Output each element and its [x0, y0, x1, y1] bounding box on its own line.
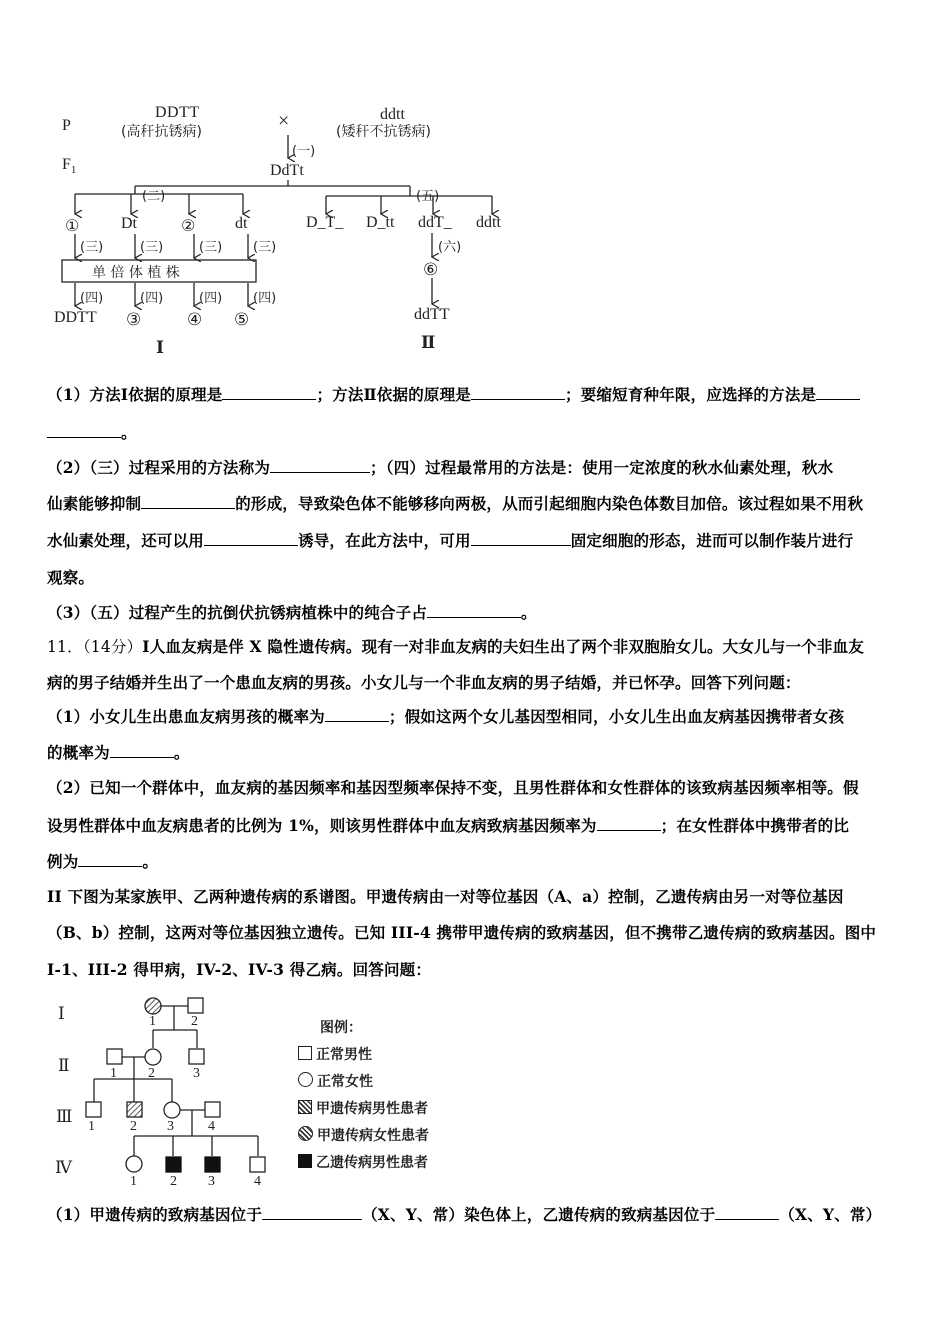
- partII-text-a: II 下图为某家族甲、乙两种遗传病的系谱图。甲遗传病由一对等位基因（A、a）控制，乙遗传病由另一对等位基因: [47, 887, 844, 906]
- partII-q1-text-b: （X、Y、常）染色体上，乙遗传病的致病基因位于: [362, 1205, 716, 1224]
- III-1-male: [86, 1102, 101, 1117]
- parent2-genotype: ddtt: [380, 106, 405, 123]
- f1-label-letter: F: [62, 156, 71, 173]
- q1-text-b: ；方法Ⅱ依据的原理是: [316, 385, 472, 404]
- step1-label: (一): [292, 144, 316, 159]
- III-1-num: 1: [88, 1119, 95, 1134]
- q11-line1: [47, 637, 907, 657]
- q1-line1: [47, 385, 907, 405]
- step3-label-1: (三): [80, 240, 104, 255]
- result-4: ⑤: [234, 310, 250, 329]
- legend-item-a-male: [298, 1098, 428, 1118]
- offspring-1: D_T_: [306, 214, 344, 231]
- III-2-affected-male: [127, 1102, 142, 1117]
- III-2-num: 2: [130, 1119, 137, 1134]
- q11-2-line2: [47, 816, 907, 836]
- gen-III-label: Ⅲ: [56, 1107, 73, 1126]
- II-1-male: [107, 1049, 122, 1064]
- step3-label-4: (三): [253, 240, 277, 255]
- IV-3-affected-male-b: [205, 1157, 220, 1172]
- q3-blank-1[interactable]: [427, 603, 521, 618]
- step4-label-3: (四): [199, 291, 223, 306]
- legend-b-male-swatch: [298, 1154, 312, 1168]
- legend-normal-female-label: 正常女性: [317, 1074, 373, 1090]
- q3-line1: [47, 603, 907, 623]
- IV-2-affected-male-b: [166, 1157, 181, 1172]
- q11-line2: [47, 673, 907, 693]
- q2-line1: [47, 458, 907, 478]
- II-2-num: 2: [148, 1066, 155, 1081]
- IV-3-num: 3: [208, 1174, 215, 1189]
- I-1-affected-female: [145, 998, 161, 1014]
- q1-text-d: 。: [121, 423, 137, 442]
- gamete-4: dt: [235, 215, 248, 232]
- parent2-phenotype: (矮秆不抗锈病): [336, 124, 431, 140]
- step5-label: (五): [416, 189, 440, 204]
- q11-2-text-e: 。: [142, 852, 159, 871]
- partII-q1-blank-1[interactable]: [262, 1205, 362, 1220]
- gen-IV-label: Ⅳ: [55, 1158, 72, 1177]
- q11-1-text-c: 的概率为: [47, 743, 110, 762]
- q11-1-text-a: （1）小女儿生出患血友病男孩的概率为: [47, 707, 325, 726]
- III-4-num: 4: [208, 1119, 215, 1134]
- I-2-male: [188, 998, 203, 1013]
- q11-2-blank-2[interactable]: [78, 852, 142, 867]
- legend-item-normal-male: [298, 1044, 372, 1064]
- IV-4-male: [250, 1157, 265, 1172]
- q11-1-text-b: ；假如这两个女儿基因型相同，小女儿生出血友病基因携带者女孩: [388, 707, 845, 726]
- q2-blank-2[interactable]: [141, 494, 235, 509]
- parent1-phenotype: (高秆抗锈病): [121, 124, 202, 140]
- legend-normal-male-label: 正常男性: [316, 1047, 372, 1063]
- I-2-num: 2: [191, 1014, 198, 1029]
- legend-normal-male-swatch: [298, 1046, 312, 1060]
- legend-title: 图例：: [320, 1020, 362, 1036]
- q11-1-line1: [47, 707, 907, 727]
- method1-label: Ⅰ: [156, 338, 164, 357]
- q2-blank-1[interactable]: [270, 458, 370, 473]
- circle-6: ⑥: [423, 260, 439, 279]
- partII-q1-text-c: （X、Y、常）: [779, 1205, 882, 1224]
- f1-genotype: DdTt: [270, 162, 304, 179]
- q2-text-a: （2）（三）过程采用的方法称为: [47, 458, 271, 477]
- q2-text-e: 水仙素处理，还可以用: [47, 531, 205, 550]
- step3-label-3: (三): [199, 240, 223, 255]
- q11-2-text-d: 例为: [47, 852, 79, 871]
- IV-1-female: [126, 1156, 142, 1172]
- q11-text-a: Ⅰ人血友病是伴 X 隐性遗传病。现有一对非血友病的夫妇生出了两个非双胞胎女儿。大女儿与一个非血友: [142, 637, 864, 656]
- offspring-4: ddtt: [476, 214, 501, 231]
- q2-line4: [47, 568, 907, 588]
- legend-a-female-label: 甲遗传病女性患者: [317, 1128, 429, 1144]
- IV-4-num: 4: [254, 1174, 261, 1189]
- q2-text-h: 观察。: [47, 568, 95, 587]
- q11-2-line3: [47, 852, 907, 872]
- q1-text-c: ；要缩短育种年限，应选择的方法是: [565, 385, 817, 404]
- gamete-1: ①: [65, 218, 80, 235]
- legend-item-normal-female: [298, 1071, 373, 1091]
- q11-2-line1: [47, 778, 907, 798]
- partII-q1-text-a: （1）甲遗传病的致病基因位于: [47, 1205, 263, 1224]
- q11-1-blank-1[interactable]: [325, 707, 389, 722]
- legend-item-a-female: [298, 1125, 429, 1145]
- partII-line1: [47, 887, 907, 907]
- II-3-num: 3: [193, 1066, 200, 1081]
- result-2: ③: [126, 310, 142, 329]
- result-3: ④: [187, 310, 203, 329]
- q11-1-line2: [47, 743, 907, 763]
- p-label: P: [62, 117, 71, 134]
- q2-text-g: 固定细胞的形态，进而可以制作装片进行: [570, 531, 854, 550]
- gen-I-label: Ⅰ: [58, 1004, 65, 1023]
- offspring-3: ddT_: [418, 214, 452, 231]
- q2-text-d: 的形成，导致染色体不能够移向两极，从而引起细胞内染色体数目加倍。该过程如果不用秋: [235, 494, 864, 513]
- gamete-3: ②: [181, 218, 196, 235]
- cross-symbol: ×: [278, 110, 290, 132]
- IV-2-num: 2: [170, 1174, 177, 1189]
- q1-blank-1[interactable]: [222, 385, 316, 400]
- q2-text-b: ；（四）过程最常用的方法是：使用一定浓度的秋水仙素处理，秋水: [370, 458, 834, 477]
- haploid-box-label: 单 倍 体 植 株: [92, 265, 180, 281]
- partII-text-b: （B、b）控制，这两对等位基因独立遗传。已知 III-4 携带甲遗传病的致病基因，但不携带乙遗传病的致病基因。图中: [47, 923, 877, 942]
- legend-item-b-male: [298, 1152, 428, 1172]
- q2-line3: [47, 531, 907, 551]
- q11-2-blank-1[interactable]: [597, 816, 661, 831]
- III-3-female: [164, 1102, 180, 1118]
- step3-label-2: (三): [140, 240, 164, 255]
- q11-1-text-d: 。: [173, 743, 190, 762]
- q1-line2: [47, 423, 907, 443]
- partII-line3: [47, 960, 907, 980]
- legend-a-female-swatch: [298, 1126, 313, 1141]
- q1-blank-3b[interactable]: [47, 423, 121, 438]
- result-1: DDTT: [54, 309, 97, 326]
- q11-2-text-b: 设男性群体中血友病患者的比例为 1%，则该男性群体中血友病致病基因频率为: [47, 816, 597, 835]
- q2-text-f: 诱导，在此方法中，可用: [298, 531, 471, 550]
- gamete-2: Dt: [121, 215, 137, 232]
- q2-line2: [47, 494, 907, 514]
- step4-label-4: (四): [253, 291, 277, 306]
- q2-blank-3[interactable]: [204, 531, 298, 546]
- q11-1-blank-2[interactable]: [110, 743, 174, 758]
- parent1-genotype: DDTT: [155, 104, 200, 121]
- q11-2-text-a: （2）已知一个群体中，血友病的基因频率和基因型频率保持不变，且男性群体和女性群体的该致病基因频率相等。假: [47, 778, 859, 797]
- partII-line2: [47, 923, 907, 943]
- partII-q1-line: [47, 1205, 907, 1225]
- q1-text-a: （1）方法Ⅰ依据的原理是: [47, 385, 223, 404]
- q11-number: 11．（14分）: [47, 638, 143, 656]
- partII-text-c: I-1、III-2 得甲病，IV-2、IV-3 得乙病。回答问题：: [47, 960, 432, 979]
- offspring-2: D_tt: [366, 214, 395, 231]
- step4-label-1: (四): [80, 291, 104, 306]
- II-2-female: [145, 1049, 161, 1065]
- f1-label-sub: 1: [70, 164, 77, 177]
- q1-blank-2[interactable]: [471, 385, 565, 400]
- f1-label: [62, 156, 76, 176]
- III-4-male: [205, 1102, 220, 1117]
- q1-blank-3a[interactable]: [816, 385, 860, 400]
- q11-text-b: 病的男子结婚并生出了一个患血友病的男孩。小女儿与一个非血友病的男子结婚，并已怀孕。回答下列问题：: [47, 673, 801, 692]
- II-1-num: 1: [110, 1066, 117, 1081]
- step4-label-2: (四): [140, 291, 164, 306]
- cross-diagram: [0, 0, 560, 370]
- step2-label: (二): [142, 189, 166, 204]
- q2-blank-4[interactable]: [471, 531, 571, 546]
- legend-normal-female-swatch: [298, 1072, 313, 1087]
- II-3-male: [189, 1049, 204, 1064]
- q2-text-c: 仙素能够抑制: [47, 494, 142, 513]
- legend-a-male-swatch: [298, 1100, 312, 1114]
- legend-a-male-label: 甲遗传病男性患者: [316, 1101, 428, 1117]
- q11-2-text-c: ；在女性群体中携带者的比: [660, 816, 850, 835]
- q3-text-b: 。: [521, 603, 537, 622]
- legend-b-male-label: 乙遗传病男性患者: [316, 1155, 428, 1171]
- III-3-num: 3: [167, 1119, 174, 1134]
- step6-label: (六): [438, 240, 462, 255]
- IV-1-num: 1: [130, 1174, 137, 1189]
- ddTT-result: ddTT: [414, 306, 450, 323]
- gen-II-label: Ⅱ: [58, 1056, 70, 1075]
- pedigree-chart: [0, 990, 520, 1200]
- method2-label: Ⅱ: [421, 333, 436, 352]
- I-1-num: 1: [149, 1014, 156, 1029]
- partII-q1-blank-2[interactable]: [715, 1205, 779, 1220]
- q3-text-a: （3）（五）过程产生的抗倒伏抗锈病植株中的纯合子占: [47, 603, 428, 622]
